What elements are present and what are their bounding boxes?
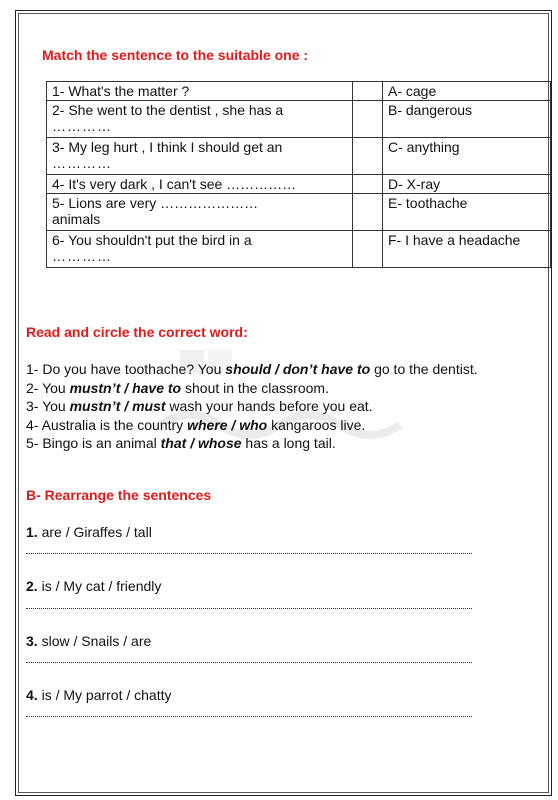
answer-cell: B- dangerous — [383, 101, 551, 138]
answer-line[interactable] — [26, 553, 472, 554]
blank-cell[interactable] — [353, 194, 383, 231]
match-table — [46, 81, 551, 268]
table-row — [47, 194, 551, 231]
rearrange-item: 2. is / My cat / friendly — [26, 578, 162, 594]
rearrange-item: 3. slow / Snails / are — [26, 633, 152, 649]
sentence-cell: 1- What's the matter ? — [47, 82, 353, 101]
word-choice[interactable]: mustn’t / must — [69, 398, 166, 414]
answer-cell: E- toothache — [383, 194, 551, 231]
answer-line[interactable] — [26, 662, 472, 663]
sentence-cell: 5- Lions are very ………………… animals — [47, 194, 353, 231]
word-choice[interactable]: should / don’t have to — [225, 361, 371, 377]
rearrange-item: 1. are / Giraffes / tall — [26, 524, 152, 540]
read-section-title: Read and circle the correct word: — [26, 324, 248, 340]
table-row — [47, 138, 551, 175]
answer-line[interactable] — [26, 608, 472, 609]
table-row — [47, 231, 551, 268]
word-choice[interactable]: where / who — [187, 416, 268, 433]
rearrange-item: 4. is / My parrot / chatty — [26, 687, 172, 703]
table-row — [47, 101, 551, 138]
list-item: 3- You mustn’t / must wash your hands before you eat. — [26, 398, 373, 414]
sentence-cell: 4- It's very dark , I can't see …………… — [47, 175, 353, 194]
blank-cell[interactable] — [353, 175, 383, 194]
sentence-cell: 6- You shouldn't put the bird in a ………… — [47, 231, 353, 268]
sentence-cell: 3- My leg hurt , I think I should get an ………… — [47, 138, 353, 175]
blank-cell[interactable] — [353, 138, 383, 175]
list-item: 2- You mustn’t / have to shout in the classroom. — [26, 379, 329, 396]
answer-cell: D- X-ray — [383, 175, 551, 194]
table-row — [47, 175, 551, 194]
table-row — [47, 82, 551, 101]
blank-cell[interactable] — [353, 82, 383, 101]
blank-cell[interactable] — [353, 101, 383, 138]
answer-cell: F- I have a headache — [383, 231, 551, 268]
blank-cell[interactable] — [353, 231, 383, 268]
answer-line[interactable] — [26, 716, 472, 717]
read-circle-list — [26, 360, 478, 453]
list-item: 5- Bingo is an animal that / whose has a long tail. — [26, 435, 336, 451]
answer-cell: A- cage — [383, 82, 551, 101]
list-item: 4- Australia is the country where / who kangaroos live. — [26, 416, 366, 433]
answer-cell: C- anything — [383, 138, 551, 175]
word-choice[interactable]: mustn’t / have to — [69, 379, 182, 396]
sentence-cell: 2- She went to the dentist , she has a ………… — [47, 101, 353, 138]
rearrange-section-title: B- Rearrange the sentences — [26, 487, 212, 503]
match-section-title: Match the sentence to the suitable one : — [42, 47, 309, 63]
list-item: 1- Do you have toothache? You should / don’t have to go to the dentist. — [26, 361, 478, 377]
word-choice[interactable]: that / whose — [160, 435, 242, 451]
